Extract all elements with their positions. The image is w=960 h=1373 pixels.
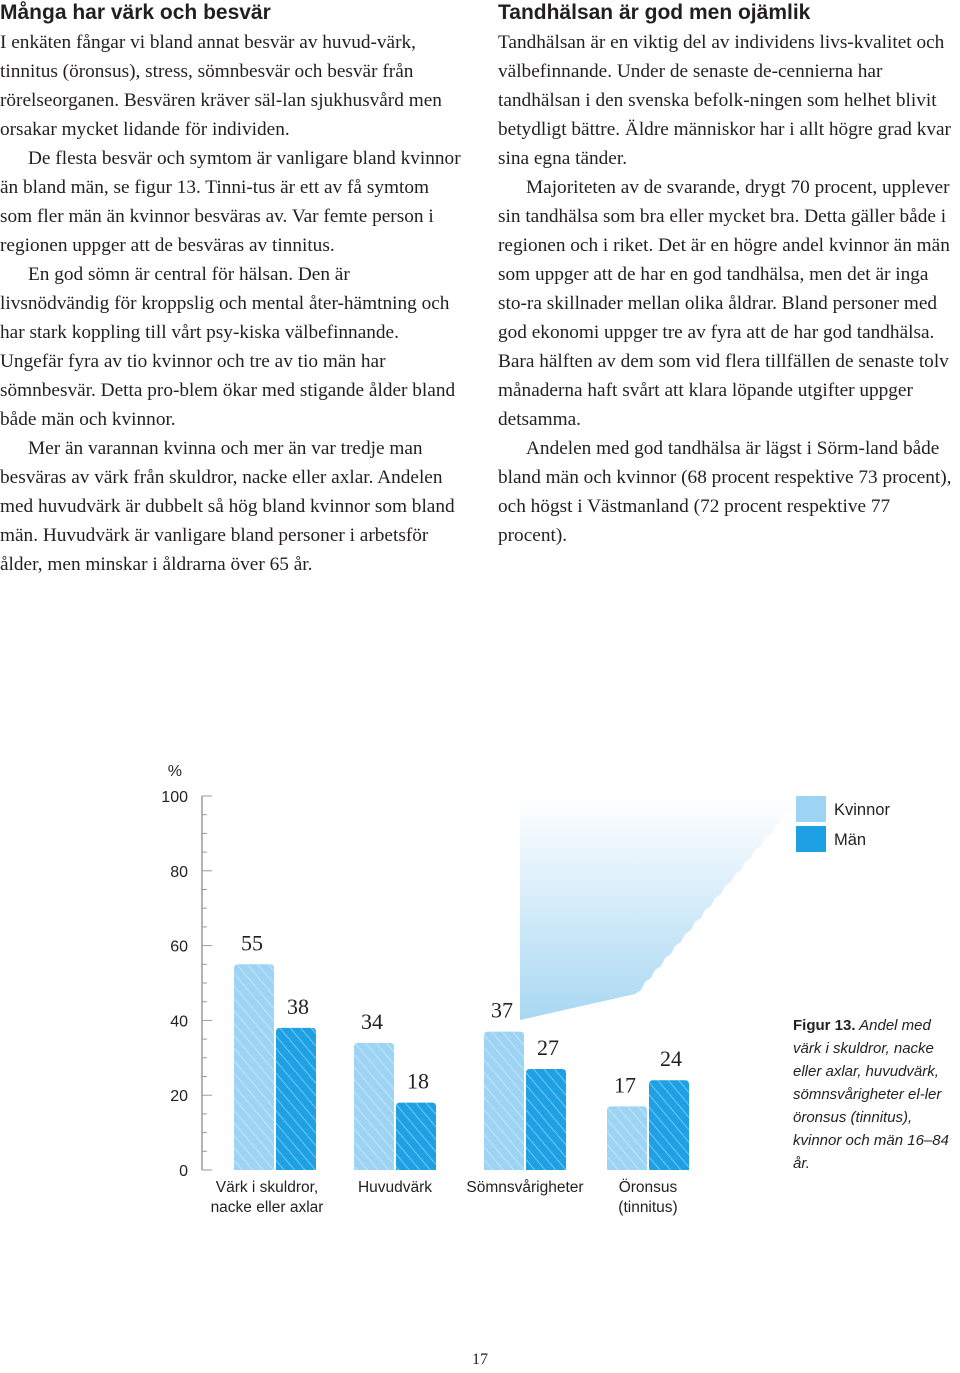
- category-label: (tinnitus): [618, 1199, 678, 1216]
- bar-value-label: 37: [491, 997, 513, 1023]
- bar-hatch: [354, 1043, 394, 1170]
- y-tick-label: 60: [170, 938, 188, 956]
- y-tick-label: 20: [170, 1088, 188, 1106]
- section-heading-dental: Tandhälsan är god men ojämlik: [498, 1, 811, 24]
- bar-hatch: [276, 1028, 316, 1170]
- category-label: Sömnsvårigheter: [466, 1179, 584, 1196]
- y-axis-unit-label: %: [167, 763, 182, 780]
- legend-label: Kvinnor: [834, 801, 890, 819]
- bar-hatch: [234, 964, 274, 1170]
- bar-value-label: 24: [660, 1046, 682, 1072]
- bar-hatch: [649, 1080, 689, 1170]
- caption-label: Figur 13.: [793, 1017, 856, 1034]
- y-tick-label: 40: [170, 1013, 188, 1031]
- paragraph: Tandhälsan är en viktig del av individens livs-kvalitet och välbefinnande. Under de senaste de-cennierna har tandhälsan i den svenska befolk-ningen som helhet blivit betydligt bättre. Äldre människor har i allt högre grad kvar sina egna tänder.: [498, 32, 951, 169]
- y-tick-label: 0: [179, 1163, 188, 1180]
- legend-swatch-män: [796, 826, 826, 852]
- caption-text: Andel med värk i skuldror, nacke eller axlar, huvudvärk, sömnsvårigheter el-ler öronsus (tinnitus), kvinnor och män 16–84 år.: [793, 1017, 949, 1172]
- bar-value-label: 34: [361, 1008, 383, 1034]
- paragraph: De flesta besvär och symtom är vanligare bland kvinnor än bland män, se figur 13. Tinni-tus är ett av få symtom som fler män än kvinnor besväras av. Var femte person i regionen uppger att de besväras av tinnitus.: [0, 148, 461, 256]
- category-label: nacke eller axlar: [210, 1199, 324, 1216]
- category-label: Värk i skuldror,: [215, 1179, 319, 1196]
- right-column: [498, 0, 960, 550]
- figure-caption: [793, 1014, 958, 1175]
- legend-label: Män: [834, 831, 867, 849]
- y-tick-label: 80: [170, 863, 188, 881]
- section-heading-pain: Många har värk och besvär: [0, 1, 271, 24]
- bar-value-label: 17: [614, 1072, 636, 1098]
- bar-hatch: [396, 1103, 436, 1170]
- bar-hatch: [484, 1032, 524, 1170]
- bar-hatch: [607, 1106, 647, 1170]
- paragraph: Andelen med god tandhälsa är lägst i Sörm-land både bland män och kvinnor (68 procent respektive 73 procent), och högst i Västmanland (72 procent respektive 77 procent).: [498, 438, 952, 546]
- paragraph: Majoriteten av de svarande, drygt 70 procent, upplever sin tandhälsa som bra eller mycket bra. Detta gäller både i regionen och i riket. Det är en högre andel kvinnor än män som uppger att de har en god tandhälsa, men det är inga sto-ra skillnader mellan olika åldrar. Bland personer med god ekonomi uppger tre av fyra att de har god tandhälsa. Bara hälften av dem som vid flera tillfällen de senaste tolv månaderna haft svårt att klara löpande utgifter uppger detsamma.: [498, 177, 950, 430]
- bar-hatch: [526, 1069, 566, 1170]
- bar-value-label: 18: [407, 1068, 429, 1094]
- chart-background-shape: [520, 798, 795, 1020]
- bar-value-label: 38: [287, 993, 309, 1019]
- paragraph: Mer än varannan kvinna och mer än var tredje man besväras av värk från skuldror, nacke eller axlar. Andelen med huvudvärk är dubbelt så hög bland kvinnor som bland män. Huvudvärk är vanligare bland personer i arbetsför ålder, men minskar i åldrarna över 65 år.: [0, 438, 455, 575]
- y-tick-label: 100: [161, 789, 188, 806]
- category-label: Öronsus: [618, 1179, 678, 1196]
- left-column: [0, 0, 462, 579]
- paragraph: En god sömn är central för hälsan. Den är livsnödvändig för kroppslig och mental åter-hämtning och har stark koppling till vårt psy-kiska välbefinnande. Ungefär fyra av tio kvinnor och tre av tio män har sömnbesvär. Detta pro-blem ökar med stigande ålder bland både män och kvinnor.: [0, 264, 456, 430]
- page-number: 17: [472, 1351, 488, 1368]
- category-label: Huvudvärk: [357, 1179, 433, 1196]
- legend-swatch-kvinnor: [796, 796, 826, 822]
- bar-value-label: 27: [537, 1035, 559, 1061]
- bar-value-label: 55: [241, 930, 263, 956]
- paragraph: I enkäten fångar vi bland annat besvär av huvud-värk, tinnitus (öronsus), stress, sömnbesvär och besvär från rörelseorganen. Besvären kräver säl-lan sjukhusvård men orsakar mycket lidande för individen.: [0, 32, 442, 140]
